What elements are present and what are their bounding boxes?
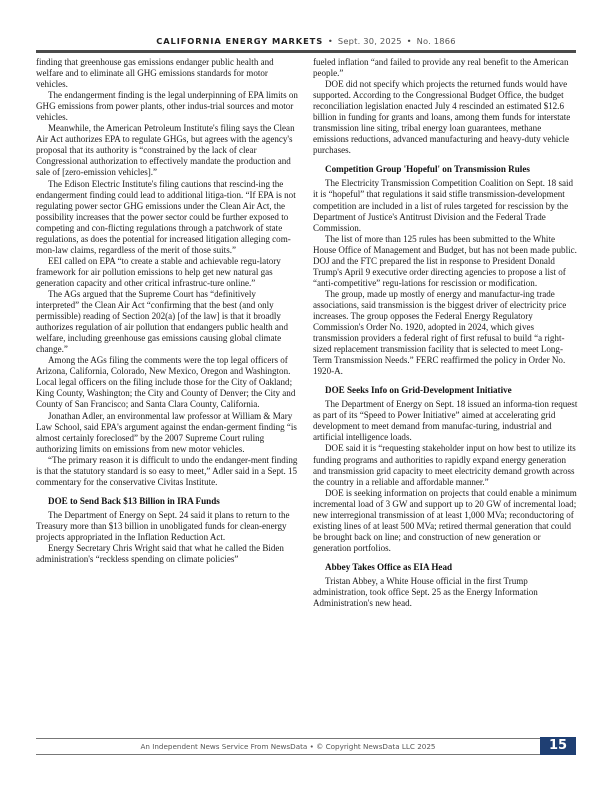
publication-name: CALIFORNIA ENERGY MARKETS [156,36,324,46]
paragraph: Among the AGs filing the comments were the top legal officers of Arizona, California, Colorado, New Mexico, Oregon and Washington. Local legal officers on the filing include those for the City of Oakland; King County, Washington; the City and County of Denver; the City and County of San Francisco; and Santa Clara County, California. [36,355,296,410]
section-heading-grid-development: DOE Seeks Info on Grid-Development Initiative [325,385,512,396]
section-heading-transmission-rules: Competition Group 'Hopeful' on Transmission Rules [325,164,530,175]
issue-number: No. 1866 [416,36,456,46]
paragraph: The group, made up mostly of energy and manufactur-ing trade associations, said transmission is the biggest driver of electricity price increases. The group opposes the Federal Energy Regulatory Commission's Order No. 1920, adopted in 2024, which gives transmission providers a federal right of first refusal to build “a right-sized replacement transmission facility that is selected to meet Long-Term Transmission Needs.” FERC reaffirmed the policy in Order No. 1920-A. [313,288,567,377]
issue-date: Sept. 30, 2025 [337,36,402,46]
footer-rule [36,738,576,739]
paragraph: The Edison Electric Institute's filing cautions that rescind-ing the endangerment finding could lead to additional litiga-tion. “If EPA is not regulating power sector GHG emissions under the Clean Air Act, the possibility increases that the power sector could be further exposed to competing and con-flicting regulations through a patchwork of state regulations, as does the potential for increased litigation alleging com-mon-law claims, regardless of the merit of those suits.” [36,178,296,255]
separator-dot: • [406,36,412,46]
paragraph: Jonathan Adler, an environmental law professor at William & Mary Law School, said EPA's argument against the endan-germent finding “is almost certainly foreclosed” by the 2007 Supreme Court ruling authorizing limits on emissions from new motor vehicles. [36,410,297,454]
paragraph: DOE did not specify which projects the returned funds would have supported. According to the Congressional Budget Office, the budget reconciliation legislation enacted July 4 rescinded an estimated $12.6 billion in funding for grants and loans, among them funds for interstate transmission line siting, tribal energy loan guarantees, methane emissions reductions, advanced manufacturing and heavy-duty vehicle purchases. [313,79,571,156]
left-column [36,57,301,565]
paragraph: finding that greenhouse gas emissions endanger public health and welfare and to eliminate all GHG emissions standards for motor vehicles. [36,57,274,90]
paragraph: Energy Secretary Chris Wright said that what he called the Biden administration's “reckless spending on climate policies” [36,542,284,565]
footer-rule [36,754,540,755]
section-heading-ira-funds: DOE to Send Back $13 Billion in IRA Funds [48,495,220,506]
paragraph: The endangerment finding is the legal underpinning of EPA limits on GHG emissions from power plants, other indus-trial sources and motor vehicles. [36,90,298,123]
paragraph: “The primary reason it is difficult to undo the endanger-ment finding is that the statutory standard is so easy to meet,” Adler said in a Sept. 15 commentary for the conservative Civitas Institute. [36,454,298,487]
masthead [36,35,576,47]
right-column [313,57,578,609]
paragraph: The Department of Energy on Sept. 18 issued an informa-tion request as part of its “Speed to Power Initiative” aimed at accelerating grid development to meet demand from manufac-turing, industrial and artificial intelligence loads. [313,399,578,443]
separator-dot: • [327,36,334,46]
paragraph: DOE is seeking information on projects that could enable a minimum incremental load of 3 GW and support up to 20 GW of incremental load; new interregional transmission of at least 1,000 MVa; reconductoring of existing lines of at least 500 MVa; retired thermal generation that could be brought back on line; and construction of new generation or generation portfolios. [313,487,577,553]
footer-copyright: An Independent News Service From NewsData • © Copyright NewsData LLC 2025 [140,742,436,751]
paragraph: The Electricity Transmission Competition Coalition on Sept. 18 said it is “hopeful” that regulations it said stifle transmission-development competition are included in a list of rules targeted for rescission by the Department of Justice's Antitrust Division and the Federal Trade Commission. [313,178,574,233]
paragraph: EEI called on EPA “to create a stable and achievable regu-latory framework for air pollution emissions to help get new natural gas generation capacity and other critical infrastruc-ture online.” [36,255,281,288]
paragraph: DOE said it is “requesting stakeholder input on how best to utilize its funding programs and authorities to rapidly expand energy generation and transmission grid capacity to meet electricity demand growth across the country in a reliable and affordable manner.” [313,443,576,487]
header-rule [36,50,576,53]
section-heading-eia-head: Abbey Takes Office as EIA Head [325,561,453,572]
paragraph: fueled inflation “and failed to provide any real benefit to the American people.” [313,57,569,79]
paragraph: The Department of Energy on Sept. 24 said it plans to return to the Treasury more than $13 billion in unobligated funds for clean-energy projects appropriated in the Inflation Reduction Act. [36,509,290,542]
paragraph: The AGs argued that the Supreme Court has “definitively interpreted” the Clean Air Act “confirming that the best (and only permissible) reading of Section 202(a) [of the law] is that it broadly authorizes regulation of air pollution that endangers public health and welfare, including greenhouse gas emissions causing global climate change.” [36,288,288,355]
paragraph: Meanwhile, the American Petroleum Institute's filing says the Clean Air Act authorizes EPA to regulate GHGs, but agrees with the agency's proposal that its authority is “constrained by the lack of clear Congressional authorization to effectively mandate the production and sale of [zero-emission vehicles].” [36,123,295,178]
page-number: 15 [540,737,576,755]
paragraph: Tristan Abbey, a White House official in the first Trump administration, took office Sept. 25 as the Energy Information Administration's new head. [313,575,538,609]
paragraph: The list of more than 125 rules has been submitted to the White House Office of Management and Budget, but has not been made public. DOJ and the FTC prepared the list in response to President Donald Trump's April 9 executive order directing agencies to propose a list of “anti-competitive” regu-lations for rescission or modification. [313,233,577,288]
